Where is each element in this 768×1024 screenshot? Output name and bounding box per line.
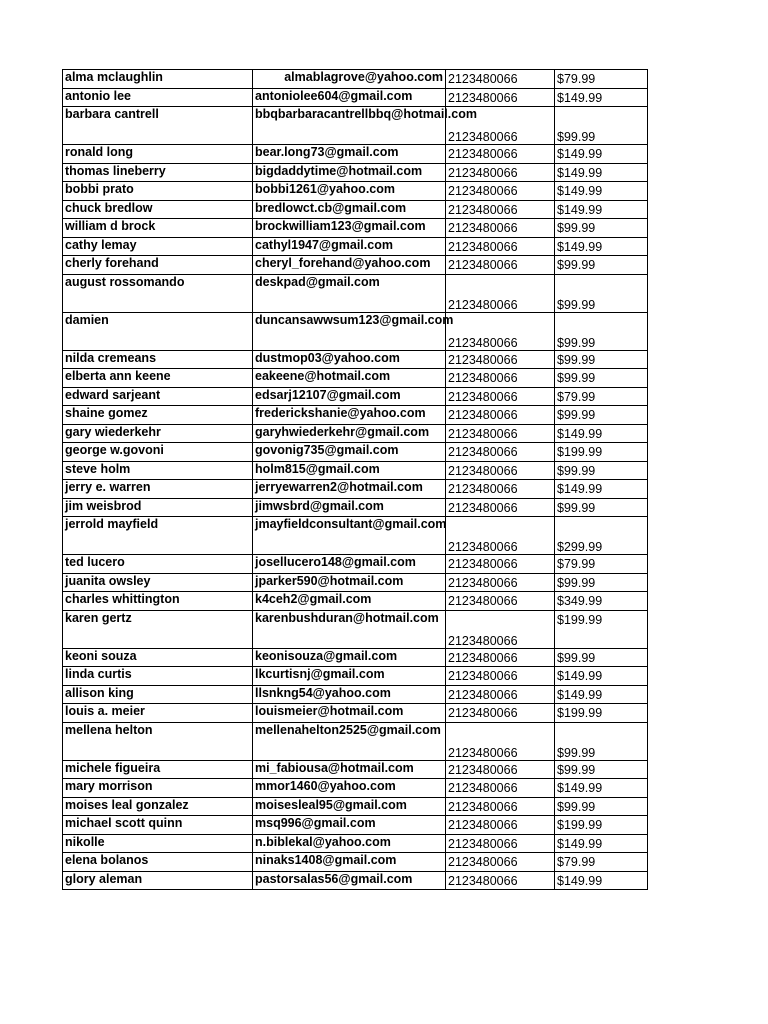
phone-cell: 2123480066 bbox=[446, 760, 555, 779]
table-body bbox=[63, 70, 648, 890]
phone-cell: 2123480066 bbox=[446, 200, 555, 219]
table-row bbox=[63, 274, 648, 312]
email-cell: jimwsbrd@gmail.com bbox=[253, 498, 446, 517]
table-row bbox=[63, 256, 648, 275]
name-cell: nikolle bbox=[63, 834, 253, 853]
price-cell: $99.99 bbox=[555, 573, 648, 592]
price-cell: $99.99 bbox=[555, 107, 648, 145]
email-cell: keonisouza@gmail.com bbox=[253, 648, 446, 667]
table-row bbox=[63, 760, 648, 779]
price-cell: $99.99 bbox=[555, 274, 648, 312]
name-cell: shaine gomez bbox=[63, 406, 253, 425]
table-row bbox=[63, 237, 648, 256]
table-row bbox=[63, 834, 648, 853]
price-cell: $99.99 bbox=[555, 760, 648, 779]
name-cell: gary wiederkehr bbox=[63, 424, 253, 443]
email-cell: cathyl1947@gmail.com bbox=[253, 237, 446, 256]
name-cell: jerry e. warren bbox=[63, 480, 253, 499]
name-cell: nilda cremeans bbox=[63, 350, 253, 369]
phone-cell: 2123480066 bbox=[446, 555, 555, 574]
price-cell: $79.99 bbox=[555, 853, 648, 872]
name-cell: jim weisbrod bbox=[63, 498, 253, 517]
email-cell: mmor1460@yahoo.com bbox=[253, 779, 446, 798]
price-cell: $79.99 bbox=[555, 387, 648, 406]
phone-cell: 2123480066 bbox=[446, 219, 555, 238]
email-cell: bear.long73@gmail.com bbox=[253, 145, 446, 164]
email-cell: pastorsalas56@gmail.com bbox=[253, 871, 446, 890]
email-cell: louismeier@hotmail.com bbox=[253, 704, 446, 723]
table-row bbox=[63, 219, 648, 238]
name-cell: charles whittington bbox=[63, 592, 253, 611]
name-cell: glory aleman bbox=[63, 871, 253, 890]
price-cell: $99.99 bbox=[555, 648, 648, 667]
name-cell: linda curtis bbox=[63, 667, 253, 686]
name-cell: august rossomando bbox=[63, 274, 253, 312]
phone-cell: 2123480066 bbox=[446, 685, 555, 704]
phone-cell: 2123480066 bbox=[446, 704, 555, 723]
phone-cell: 2123480066 bbox=[446, 834, 555, 853]
name-cell: mary morrison bbox=[63, 779, 253, 798]
price-cell: $99.99 bbox=[555, 797, 648, 816]
phone-cell: 2123480066 bbox=[446, 312, 555, 350]
table-row bbox=[63, 610, 648, 648]
table-row bbox=[63, 648, 648, 667]
name-cell: ronald long bbox=[63, 145, 253, 164]
name-cell: alma mclaughlin bbox=[63, 70, 253, 89]
name-cell: cherly forehand bbox=[63, 256, 253, 275]
phone-cell: 2123480066 bbox=[446, 163, 555, 182]
email-cell: jerryewarren2@hotmail.com bbox=[253, 480, 446, 499]
email-cell: frederickshanie@yahoo.com bbox=[253, 406, 446, 425]
phone-cell: 2123480066 bbox=[446, 797, 555, 816]
email-cell: lkcurtisnj@gmail.com bbox=[253, 667, 446, 686]
price-cell: $349.99 bbox=[555, 592, 648, 611]
price-cell: $99.99 bbox=[555, 256, 648, 275]
table-row bbox=[63, 387, 648, 406]
name-cell: thomas lineberry bbox=[63, 163, 253, 182]
email-cell: edsarj12107@gmail.com bbox=[253, 387, 446, 406]
email-cell: bobbi1261@yahoo.com bbox=[253, 182, 446, 201]
name-cell: michele figueira bbox=[63, 760, 253, 779]
price-cell: $149.99 bbox=[555, 88, 648, 107]
name-cell: michael scott quinn bbox=[63, 816, 253, 835]
phone-cell: 2123480066 bbox=[446, 387, 555, 406]
phone-cell: 2123480066 bbox=[446, 610, 555, 648]
email-cell: deskpad@gmail.com bbox=[253, 274, 446, 312]
table-row bbox=[63, 461, 648, 480]
table-row bbox=[63, 704, 648, 723]
customer-table bbox=[62, 69, 648, 890]
phone-cell: 2123480066 bbox=[446, 480, 555, 499]
phone-cell: 2123480066 bbox=[446, 592, 555, 611]
table-row bbox=[63, 369, 648, 388]
email-cell: moisesleal95@gmail.com bbox=[253, 797, 446, 816]
price-cell: $149.99 bbox=[555, 182, 648, 201]
table-row bbox=[63, 200, 648, 219]
name-cell: elberta ann keene bbox=[63, 369, 253, 388]
table-row bbox=[63, 70, 648, 89]
price-cell: $99.99 bbox=[555, 406, 648, 425]
phone-cell: 2123480066 bbox=[446, 443, 555, 462]
price-cell: $199.99 bbox=[555, 816, 648, 835]
table-row bbox=[63, 779, 648, 798]
name-cell: ted lucero bbox=[63, 555, 253, 574]
phone-cell: 2123480066 bbox=[446, 667, 555, 686]
price-cell: $99.99 bbox=[555, 461, 648, 480]
name-cell: karen gertz bbox=[63, 610, 253, 648]
name-cell: damien bbox=[63, 312, 253, 350]
name-cell: antonio lee bbox=[63, 88, 253, 107]
price-cell: $99.99 bbox=[555, 369, 648, 388]
table-row bbox=[63, 107, 648, 145]
name-cell: bobbi prato bbox=[63, 182, 253, 201]
price-cell: $149.99 bbox=[555, 424, 648, 443]
phone-cell: 2123480066 bbox=[446, 573, 555, 592]
table-row bbox=[63, 816, 648, 835]
phone-cell: 2123480066 bbox=[446, 237, 555, 256]
table-row bbox=[63, 443, 648, 462]
table-row bbox=[63, 88, 648, 107]
table-row bbox=[63, 145, 648, 164]
price-cell: $149.99 bbox=[555, 200, 648, 219]
price-cell: $199.99 bbox=[555, 443, 648, 462]
table-row bbox=[63, 517, 648, 555]
name-cell: william d brock bbox=[63, 219, 253, 238]
name-cell: steve holm bbox=[63, 461, 253, 480]
phone-cell: 2123480066 bbox=[446, 107, 555, 145]
phone-cell: 2123480066 bbox=[446, 517, 555, 555]
email-cell: bredlowct.cb@gmail.com bbox=[253, 200, 446, 219]
phone-cell: 2123480066 bbox=[446, 816, 555, 835]
table-row bbox=[63, 592, 648, 611]
name-cell: juanita owsley bbox=[63, 573, 253, 592]
email-cell: antoniolee604@gmail.com bbox=[253, 88, 446, 107]
email-cell: garyhwiederkehr@gmail.com bbox=[253, 424, 446, 443]
table-row bbox=[63, 797, 648, 816]
price-cell: $149.99 bbox=[555, 667, 648, 686]
email-cell: dustmop03@yahoo.com bbox=[253, 350, 446, 369]
email-cell: ninaks1408@gmail.com bbox=[253, 853, 446, 872]
email-cell: josellucero148@gmail.com bbox=[253, 555, 446, 574]
phone-cell: 2123480066 bbox=[446, 182, 555, 201]
table-row bbox=[63, 853, 648, 872]
name-cell: cathy lemay bbox=[63, 237, 253, 256]
phone-cell: 2123480066 bbox=[446, 256, 555, 275]
phone-cell: 2123480066 bbox=[446, 88, 555, 107]
name-cell: barbara cantrell bbox=[63, 107, 253, 145]
email-cell: mi_fabiousa@hotmail.com bbox=[253, 760, 446, 779]
price-cell: $79.99 bbox=[555, 555, 648, 574]
price-cell: $199.99 bbox=[555, 610, 648, 648]
price-cell: $149.99 bbox=[555, 834, 648, 853]
table-row bbox=[63, 498, 648, 517]
name-cell: mellena helton bbox=[63, 722, 253, 760]
price-cell: $149.99 bbox=[555, 145, 648, 164]
email-cell: llsnkng54@yahoo.com bbox=[253, 685, 446, 704]
phone-cell: 2123480066 bbox=[446, 871, 555, 890]
email-cell: jparker590@hotmail.com bbox=[253, 573, 446, 592]
table-row bbox=[63, 722, 648, 760]
table-row bbox=[63, 182, 648, 201]
price-cell: $199.99 bbox=[555, 704, 648, 723]
table-row bbox=[63, 350, 648, 369]
table-row bbox=[63, 406, 648, 425]
phone-cell: 2123480066 bbox=[446, 461, 555, 480]
table-row bbox=[63, 871, 648, 890]
table-row bbox=[63, 424, 648, 443]
price-cell: $99.99 bbox=[555, 219, 648, 238]
price-cell: $149.99 bbox=[555, 163, 648, 182]
price-cell: $149.99 bbox=[555, 685, 648, 704]
price-cell: $99.99 bbox=[555, 312, 648, 350]
phone-cell: 2123480066 bbox=[446, 145, 555, 164]
name-cell: george w.govoni bbox=[63, 443, 253, 462]
email-cell: k4ceh2@gmail.com bbox=[253, 592, 446, 611]
table-row bbox=[63, 573, 648, 592]
price-cell: $149.99 bbox=[555, 779, 648, 798]
name-cell: elena bolanos bbox=[63, 853, 253, 872]
price-cell: $149.99 bbox=[555, 480, 648, 499]
email-cell: almablagrove@yahoo.com bbox=[253, 70, 446, 89]
price-cell: $99.99 bbox=[555, 498, 648, 517]
price-cell: $99.99 bbox=[555, 722, 648, 760]
phone-cell: 2123480066 bbox=[446, 722, 555, 760]
phone-cell: 2123480066 bbox=[446, 853, 555, 872]
table-row bbox=[63, 667, 648, 686]
price-cell: $99.99 bbox=[555, 350, 648, 369]
phone-cell: 2123480066 bbox=[446, 406, 555, 425]
price-cell: $299.99 bbox=[555, 517, 648, 555]
name-cell: louis a. meier bbox=[63, 704, 253, 723]
email-cell: msq996@gmail.com bbox=[253, 816, 446, 835]
email-cell: mellenahelton2525@gmail.com bbox=[253, 722, 446, 760]
name-cell: jerrold mayfield bbox=[63, 517, 253, 555]
phone-cell: 2123480066 bbox=[446, 779, 555, 798]
phone-cell: 2123480066 bbox=[446, 424, 555, 443]
price-cell: $149.99 bbox=[555, 871, 648, 890]
email-cell: bbqbarbaracantrellbbq@hotmail.com bbox=[253, 107, 446, 145]
table-row bbox=[63, 685, 648, 704]
price-cell: $79.99 bbox=[555, 70, 648, 89]
phone-cell: 2123480066 bbox=[446, 498, 555, 517]
email-cell: cheryl_forehand@yahoo.com bbox=[253, 256, 446, 275]
phone-cell: 2123480066 bbox=[446, 274, 555, 312]
name-cell: keoni souza bbox=[63, 648, 253, 667]
name-cell: moises leal gonzalez bbox=[63, 797, 253, 816]
email-cell: n.biblekal@yahoo.com bbox=[253, 834, 446, 853]
email-cell: bigdaddytime@hotmail.com bbox=[253, 163, 446, 182]
table-row bbox=[63, 555, 648, 574]
name-cell: allison king bbox=[63, 685, 253, 704]
table-row bbox=[63, 480, 648, 499]
email-cell: holm815@gmail.com bbox=[253, 461, 446, 480]
phone-cell: 2123480066 bbox=[446, 70, 555, 89]
phone-cell: 2123480066 bbox=[446, 350, 555, 369]
name-cell: chuck bredlow bbox=[63, 200, 253, 219]
name-cell: edward sarjeant bbox=[63, 387, 253, 406]
email-cell: brockwilliam123@gmail.com bbox=[253, 219, 446, 238]
phone-cell: 2123480066 bbox=[446, 648, 555, 667]
email-cell: govonig735@gmail.com bbox=[253, 443, 446, 462]
table-row bbox=[63, 163, 648, 182]
email-cell: eakeene@hotmail.com bbox=[253, 369, 446, 388]
email-cell: karenbushduran@hotmail.com bbox=[253, 610, 446, 648]
table-row bbox=[63, 312, 648, 350]
phone-cell: 2123480066 bbox=[446, 369, 555, 388]
price-cell: $149.99 bbox=[555, 237, 648, 256]
email-cell: jmayfieldconsultant@gmail.com bbox=[253, 517, 446, 555]
email-cell: duncansawwsum123@gmail.com bbox=[253, 312, 446, 350]
